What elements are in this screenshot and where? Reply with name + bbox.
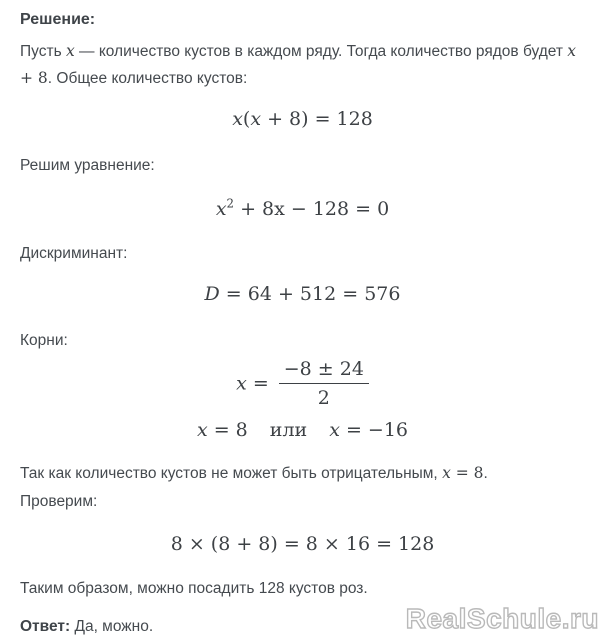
equation-total: [20, 106, 585, 133]
equation-roots-fraction: [20, 358, 585, 409]
fraction-numerator: −8 ± 24: [279, 358, 369, 384]
fraction-lhs: x =: [236, 372, 269, 395]
answer-label: Ответ:: [20, 618, 71, 636]
root-positive: x = 8: [196, 419, 248, 442]
realschule-watermark: RealSchule.ru: [405, 603, 599, 634]
equation-total-formula: x(x + 8) = 128: [232, 108, 373, 130]
root-negative: x = −16: [329, 419, 409, 442]
fraction-denominator: 2: [317, 387, 330, 410]
equation-quadratic-formula: $x^2 + 8x - 128 = 0$: [215, 197, 390, 221]
setup-text-3: . Общее количество кустов:: [47, 70, 248, 87]
solution-heading: Решение:: [20, 11, 96, 28]
fraction: [279, 358, 369, 409]
inline-math-x-equals-8: x = 8: [442, 464, 484, 483]
inline-math-x-plus-8: x + 8: [20, 42, 581, 87]
equation-roots: [20, 417, 585, 444]
setup-text-2: — количество кустов в каждом ряду. Тогда количество рядов будет: [74, 43, 568, 60]
negative-text-1: Так как количество кустов не может быть отрицательным,: [20, 465, 443, 483]
inline-math-x: x: [65, 42, 75, 60]
equation-quadratic: [20, 191, 585, 223]
discriminant-label: Дискриминант:: [20, 245, 128, 263]
conclusion-paragraph: Таким образом, можно посадить 128 кустов роз.: [20, 580, 368, 598]
equation-discriminant: [20, 281, 585, 308]
equation-check-formula: 8 × (8 + 8) = 8 × 16 = 128: [170, 533, 435, 556]
negative-paragraph: [20, 460, 585, 487]
setup-paragraph: [20, 38, 585, 92]
solve-label: Решим уравнение:: [20, 157, 155, 174]
equation-discriminant-formula: D = 64 + 512 = 576: [204, 283, 401, 306]
negative-text-2: .: [483, 465, 488, 483]
equation-check: [20, 531, 585, 558]
check-label: Проверим:: [20, 493, 98, 511]
answer-text: Да, можно.: [70, 618, 154, 636]
or-word: или: [269, 419, 308, 442]
setup-text-1: Пусть: [20, 43, 66, 60]
roots-label: Корни:: [20, 332, 68, 350]
